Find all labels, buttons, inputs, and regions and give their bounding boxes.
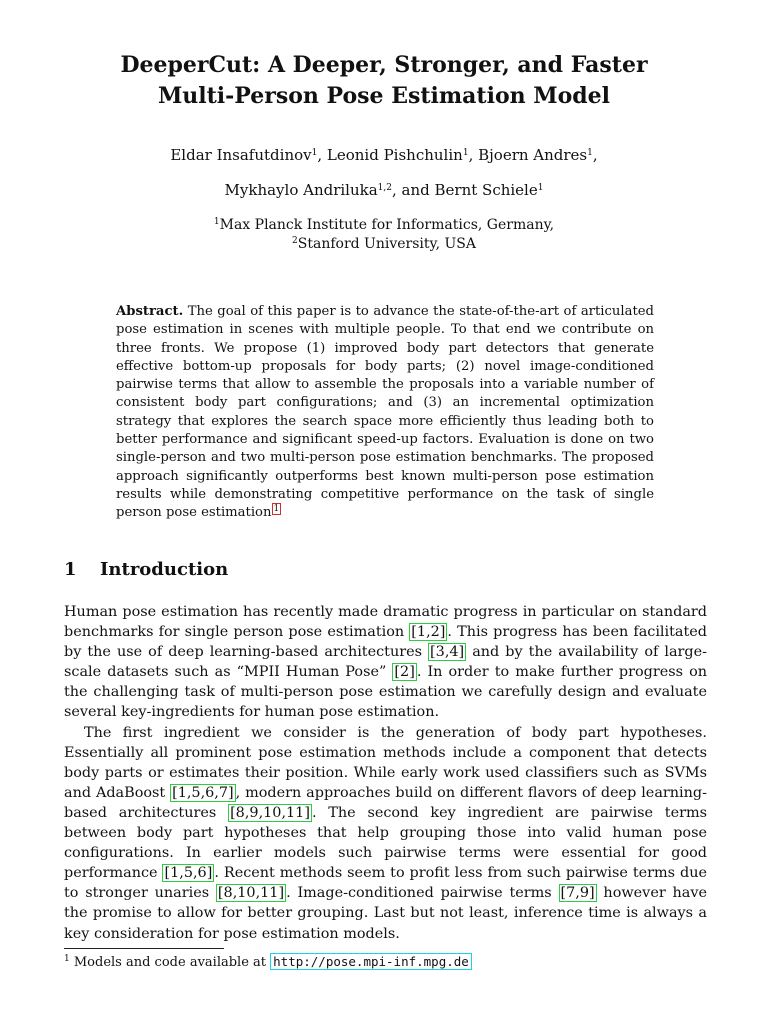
text-run: . Image-conditioned pairwise terms [286,885,559,902]
footnote-rule [64,948,224,949]
author-affil-mark: 1 [311,148,318,158]
footnote-mark: 1 [64,954,70,964]
author-line-1: Eldar Insafutdinov$^1$, Leonid Pishchulin$^1$, Bjoern Andres$^1$, [170,146,598,164]
author-affil-mark: 1,2 [377,183,392,193]
section-heading [64,558,704,582]
text-run: Human pose estimation has recently made dramatic progress in particular on standard benchmarks for single person pose estimation [64,604,707,641]
paper-title [60,50,708,112]
citation-link[interactable]: [7,9] [560,885,595,902]
author-name: Bjoern Andres [478,146,588,164]
author-name: Bernt Schiele [434,181,538,199]
paragraph [64,723,707,944]
section-number: 1 [64,559,77,580]
text-run: . This progress has been facilitated by the use of deep learning-based architectures [64,624,708,661]
paragraph [64,602,707,723]
footnote-text: Models and code available at [69,955,271,970]
citation-link[interactable]: [1,5,6,7] [172,784,234,801]
citation-link[interactable]: [3,4] [430,644,465,661]
affiliations [60,216,708,254]
affiliation: Max Planck Institute for Informatics, Germany, [219,217,555,233]
footnote-url-link[interactable]: http://pose.mpi-inf.mpg.de [270,953,472,970]
text-run: The first ingredient we consider is the generation of body part hypotheses. Essentially all prominent pose estimation methods include a component that detects body parts or estimates their position. While early work used classifiers such as SVMs and AdaBoost [64,724,707,801]
text-run: however have the promise to allow for better grouping. Last but not least, inference time is always a key consideration for pose estimation models. [64,885,708,942]
introduction-body [64,602,707,944]
abstract-text: The goal of this paper is to advance the state-of-the-art of articulated pose estimation in scenes with multiple people. To that end we contribute on three fronts. We propose (1) improved body part detectors that generate effective bottom-up proposals for body parts; (2) novel image-conditioned pairwise terms that allow to assemble the proposals into a variable number of consistent body part configurations; and (3) an incremental optimization strategy that explores the search space more efficiently thus leading both to better performance and significant speed-up factors. Evaluation is done on two single-person and two multi-person pose estimation benchmarks. The proposed approach significantly outperforms best known multi-person pose estimation results while demonstrating competitive performance on the task of single person pose estimation [116,304,655,521]
affil-mark: 2 [292,236,298,246]
author-name: Eldar Insafutdinov [170,146,312,164]
author-affil-mark: 1 [587,148,593,158]
title-line-2: Multi-Person Pose Estimation Model [157,83,611,109]
title-line-1: DeeperCut: A Deeper, Stronger, and Faster [120,52,648,78]
text-run: . The second key ingredient are pairwise terms between body part hypotheses that help grouping those into valid human pose configurations. In earlier models such pairwise terms were essential for good performance [64,804,707,882]
author-affil-mark: 1 [537,183,544,193]
text-run: , modern approaches build on different flavors of deep learning-based architectures [64,784,707,821]
author-affil-mark: 1 [462,148,469,158]
text-run: . Recent methods seem to profit less from such pairwise terms due to stronger unaries [64,865,707,902]
citation-link[interactable]: [2] [394,664,415,681]
text-run: and by the availability of large-scale datasets such as “MPII Human Pose” [64,644,707,681]
author-name: Leonid Pishchulin [326,146,463,164]
affil-mark: 1 [213,217,220,227]
citation-link[interactable]: [1,2] [411,624,446,641]
citation-link[interactable]: [8,10,11] [217,885,285,902]
author-line-2 [60,180,708,200]
footnote [64,953,704,972]
citation-link[interactable]: [8,9,10,11] [230,804,310,821]
affiliation: Stanford University, USA [297,236,476,252]
abstract [116,303,654,523]
author-conjunction: , and [392,181,435,199]
footnote-link[interactable]: 1 [273,504,280,515]
author-name: Mykhaylo Andriluka [224,181,378,199]
section-title: Introduction [100,559,229,580]
citation-link[interactable]: [1,5,6] [164,865,213,882]
text-run: . In order to make further progress on the challenging task of multi-person pose estimation we carefully design and evaluate several key-ingredients for human pose estimation. [64,664,708,721]
abstract-label: Abstract. [116,304,184,319]
